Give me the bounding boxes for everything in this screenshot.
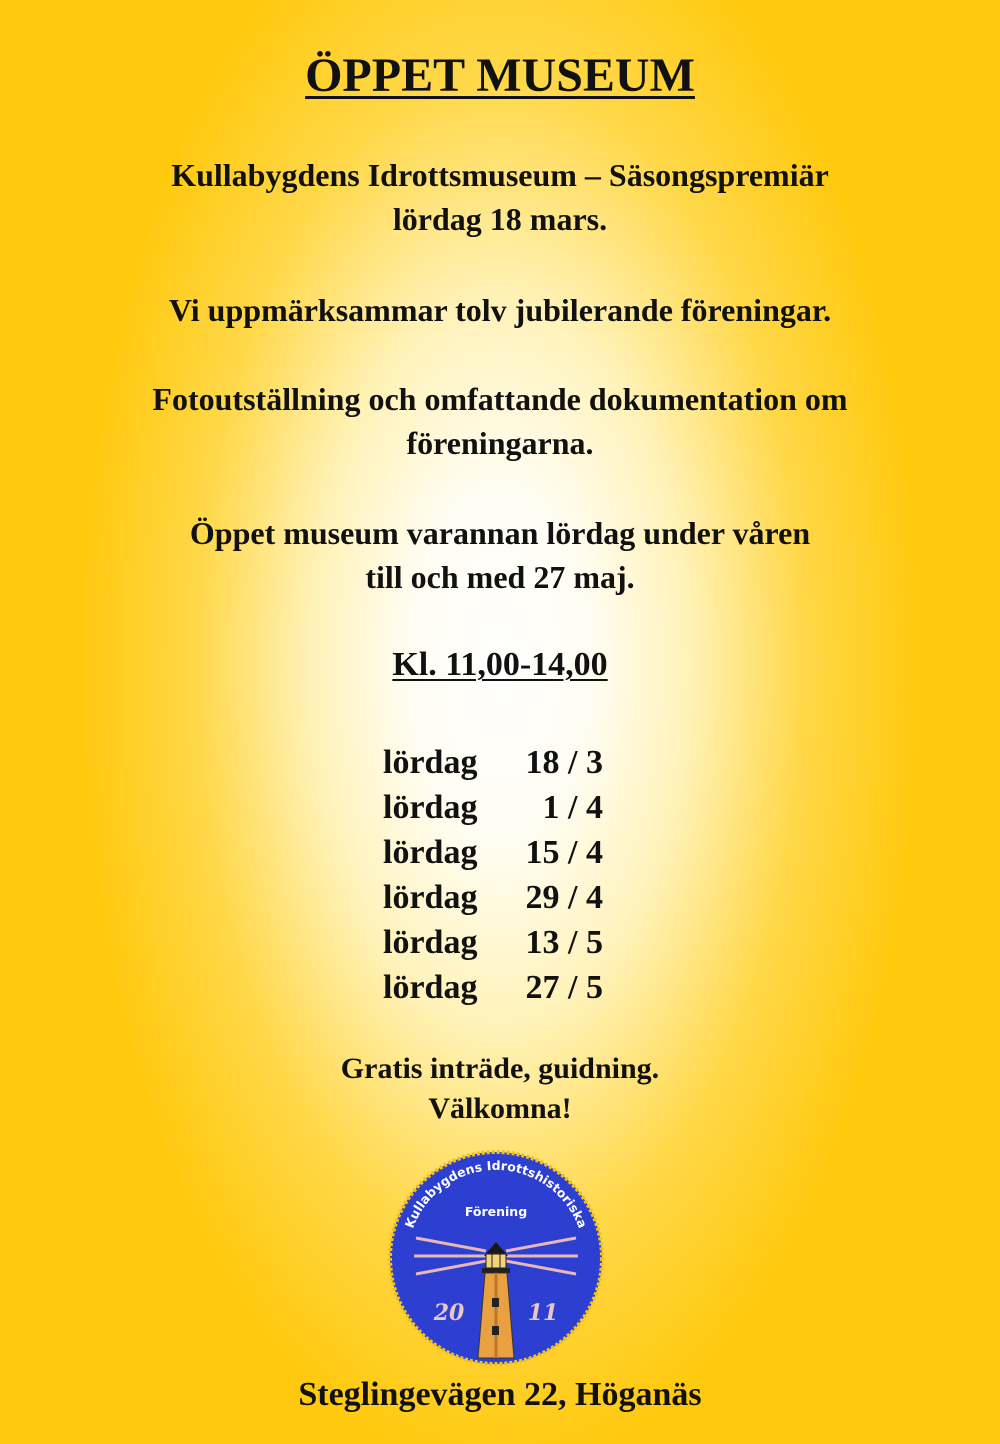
club-logo [386, 1148, 606, 1368]
date-value: 18 / 3 [525, 744, 603, 781]
celebration-text: Vi uppmärksammar tolv jubilerande föreningar. [168, 292, 832, 328]
intro-line-2: lördag 18 mars. [392, 201, 608, 237]
exhibition-line-2: föreningarna. [406, 425, 594, 461]
intro-line-1: Kullabygdens Idrottsmuseum – Säsongspremiär [171, 157, 829, 193]
date-day: lördag [383, 834, 478, 871]
logo-sub-text: Förening [464, 1204, 528, 1219]
date-row [383, 740, 623, 785]
logo-year-left: 20 [433, 1300, 465, 1326]
schedule-line-1: Öppet museum varannan lördag under våren [189, 515, 811, 551]
date-value: 15 / 4 [525, 834, 603, 871]
schedule-line-2: till och med 27 maj. [365, 559, 635, 595]
date-row [383, 785, 623, 830]
date-value: 29 / 4 [525, 879, 603, 916]
logo-arc-text: Kullabygdens Idrottshistoriska [401, 1157, 591, 1231]
logo-graphic [386, 1148, 606, 1368]
date-value: 1 / 4 [542, 789, 603, 826]
date-row [383, 875, 623, 920]
date-list [383, 740, 623, 1010]
logo-year-right: 11 [527, 1300, 559, 1326]
date-row [383, 920, 623, 965]
opening-hours: Kl. 11,00-14,00 [392, 646, 608, 683]
date-row [383, 830, 623, 875]
welcome-text: Välkomna! [428, 1092, 572, 1125]
date-day: lördag [383, 789, 478, 826]
date-day: lördag [383, 744, 478, 781]
date-day: lördag [383, 924, 478, 961]
page-title: ÖPPET MUSEUM [305, 49, 695, 102]
date-row [383, 965, 623, 1010]
date-value: 13 / 5 [525, 924, 603, 961]
date-value: 27 / 5 [525, 969, 603, 1006]
exhibition-line-1: Fotoutställning och omfattande dokumentation om [152, 381, 848, 417]
date-day: lördag [383, 969, 478, 1006]
free-entry-text: Gratis inträde, guidning. [340, 1052, 660, 1085]
date-day: lördag [383, 879, 478, 916]
address: Steglingevägen 22, Höganäs [298, 1376, 702, 1413]
